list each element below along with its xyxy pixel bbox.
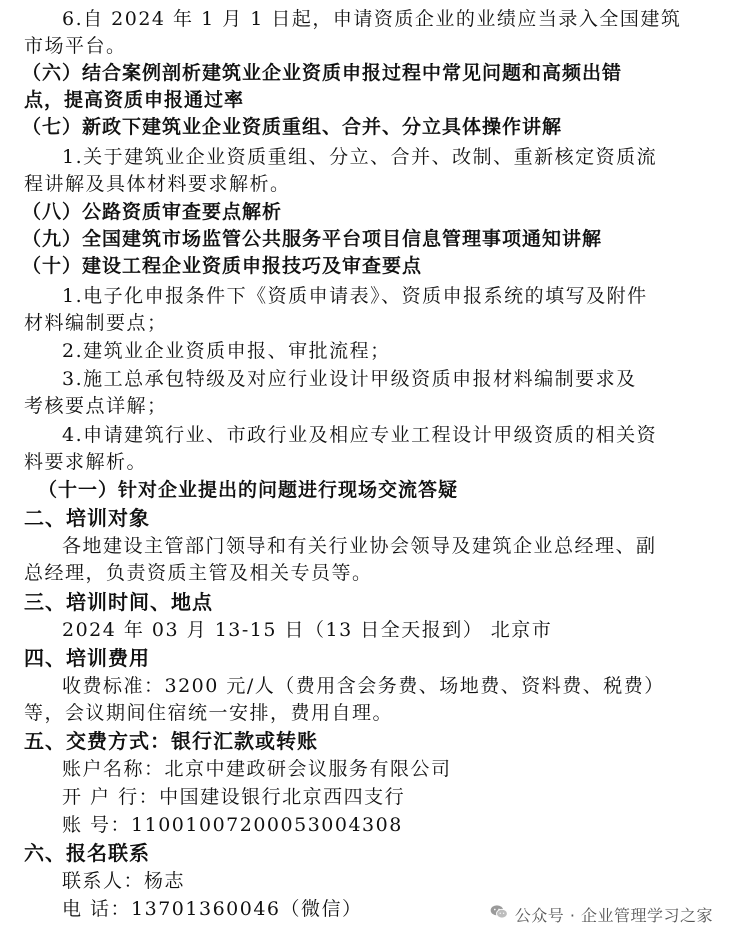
- subheading: （八）公路资质审查要点解析: [22, 201, 283, 223]
- subheading: （九）全国建筑市场监管公共服务平台项目信息管理事项通知讲解: [22, 228, 603, 250]
- text-line: 账户名称：北京中建政研会议服务有限公司: [62, 758, 452, 780]
- text-line: 2.建筑业企业资质申报、审批流程；: [62, 340, 391, 362]
- subheading: （七）新政下建筑业企业资质重组、合并、分立具体操作讲解: [22, 116, 563, 138]
- subheading: 点，提高资质申报通过率: [24, 89, 245, 111]
- wechat-icon: [489, 902, 509, 926]
- text-line: 各地建设主管部门领导和有关行业协会领导及建筑企业总经理、副: [62, 535, 657, 557]
- text-line: 收费标准：3200 元/人（费用含会务费、场地费、资料费、税费）: [62, 675, 665, 697]
- section-heading: 四、培训费用: [24, 646, 150, 670]
- text-line: 1.电子化申报条件下《资质申请表》、资质申报系统的填写及附件: [62, 285, 648, 307]
- text-line: 2024 年 03 月 13-15 日（13 日全天报到） 北京市: [62, 619, 553, 641]
- text-line: 总经理，负责资质主管及相关专员等。: [24, 562, 373, 584]
- text-line: 等，会议期间住宿统一安排，费用自理。: [24, 702, 394, 724]
- section-heading: 五、交费方式：银行汇款或转账: [24, 729, 318, 753]
- section-heading: 三、培训时间、地点: [24, 590, 213, 614]
- text-line: 料要求解析。: [24, 451, 148, 473]
- text-line: 4.申请建筑行业、市政行业及相应专业工程设计甲级资质的相关资: [62, 424, 658, 446]
- watermark: [489, 902, 713, 926]
- section-heading: 六、报名联系: [24, 841, 150, 865]
- text-line: 联系人：杨志: [62, 870, 186, 892]
- text-line: 市场平台。: [24, 35, 127, 57]
- text-line: 3.施工总承包特级及对应行业设计甲级资质申报材料编制要求及: [62, 368, 637, 390]
- text-line: 开 户 行：中国建设银行北京西四支行: [62, 786, 406, 808]
- section-heading: 二、培训对象: [24, 506, 150, 530]
- subheading: （六）结合案例剖析建筑业企业资质申报过程中常见问题和高频出错: [22, 62, 623, 84]
- text-line: 考核要点详解；: [24, 395, 168, 417]
- text-line: 程讲解及具体材料要求解析。: [24, 173, 291, 195]
- text-line: 电 话：13701360046（微信）: [62, 898, 363, 920]
- text-line: 账 号：11001007200053004308: [62, 814, 403, 836]
- subheading: （十）建设工程企业资质申报技巧及审查要点: [22, 255, 423, 277]
- text-line: 1.关于建筑业企业资质重组、分立、合并、改制、重新核定资质流: [62, 146, 658, 168]
- text-line: 6.自 2024 年 1 月 1 日起，申请资质企业的业绩应当录入全国建筑: [62, 8, 682, 30]
- subheading: （十一）针对企业提出的问题进行现场交流答疑: [38, 479, 459, 501]
- watermark-text: 公众号 · 企业管理学习之家: [514, 905, 713, 925]
- text-line: 材料编制要点；: [24, 312, 168, 334]
